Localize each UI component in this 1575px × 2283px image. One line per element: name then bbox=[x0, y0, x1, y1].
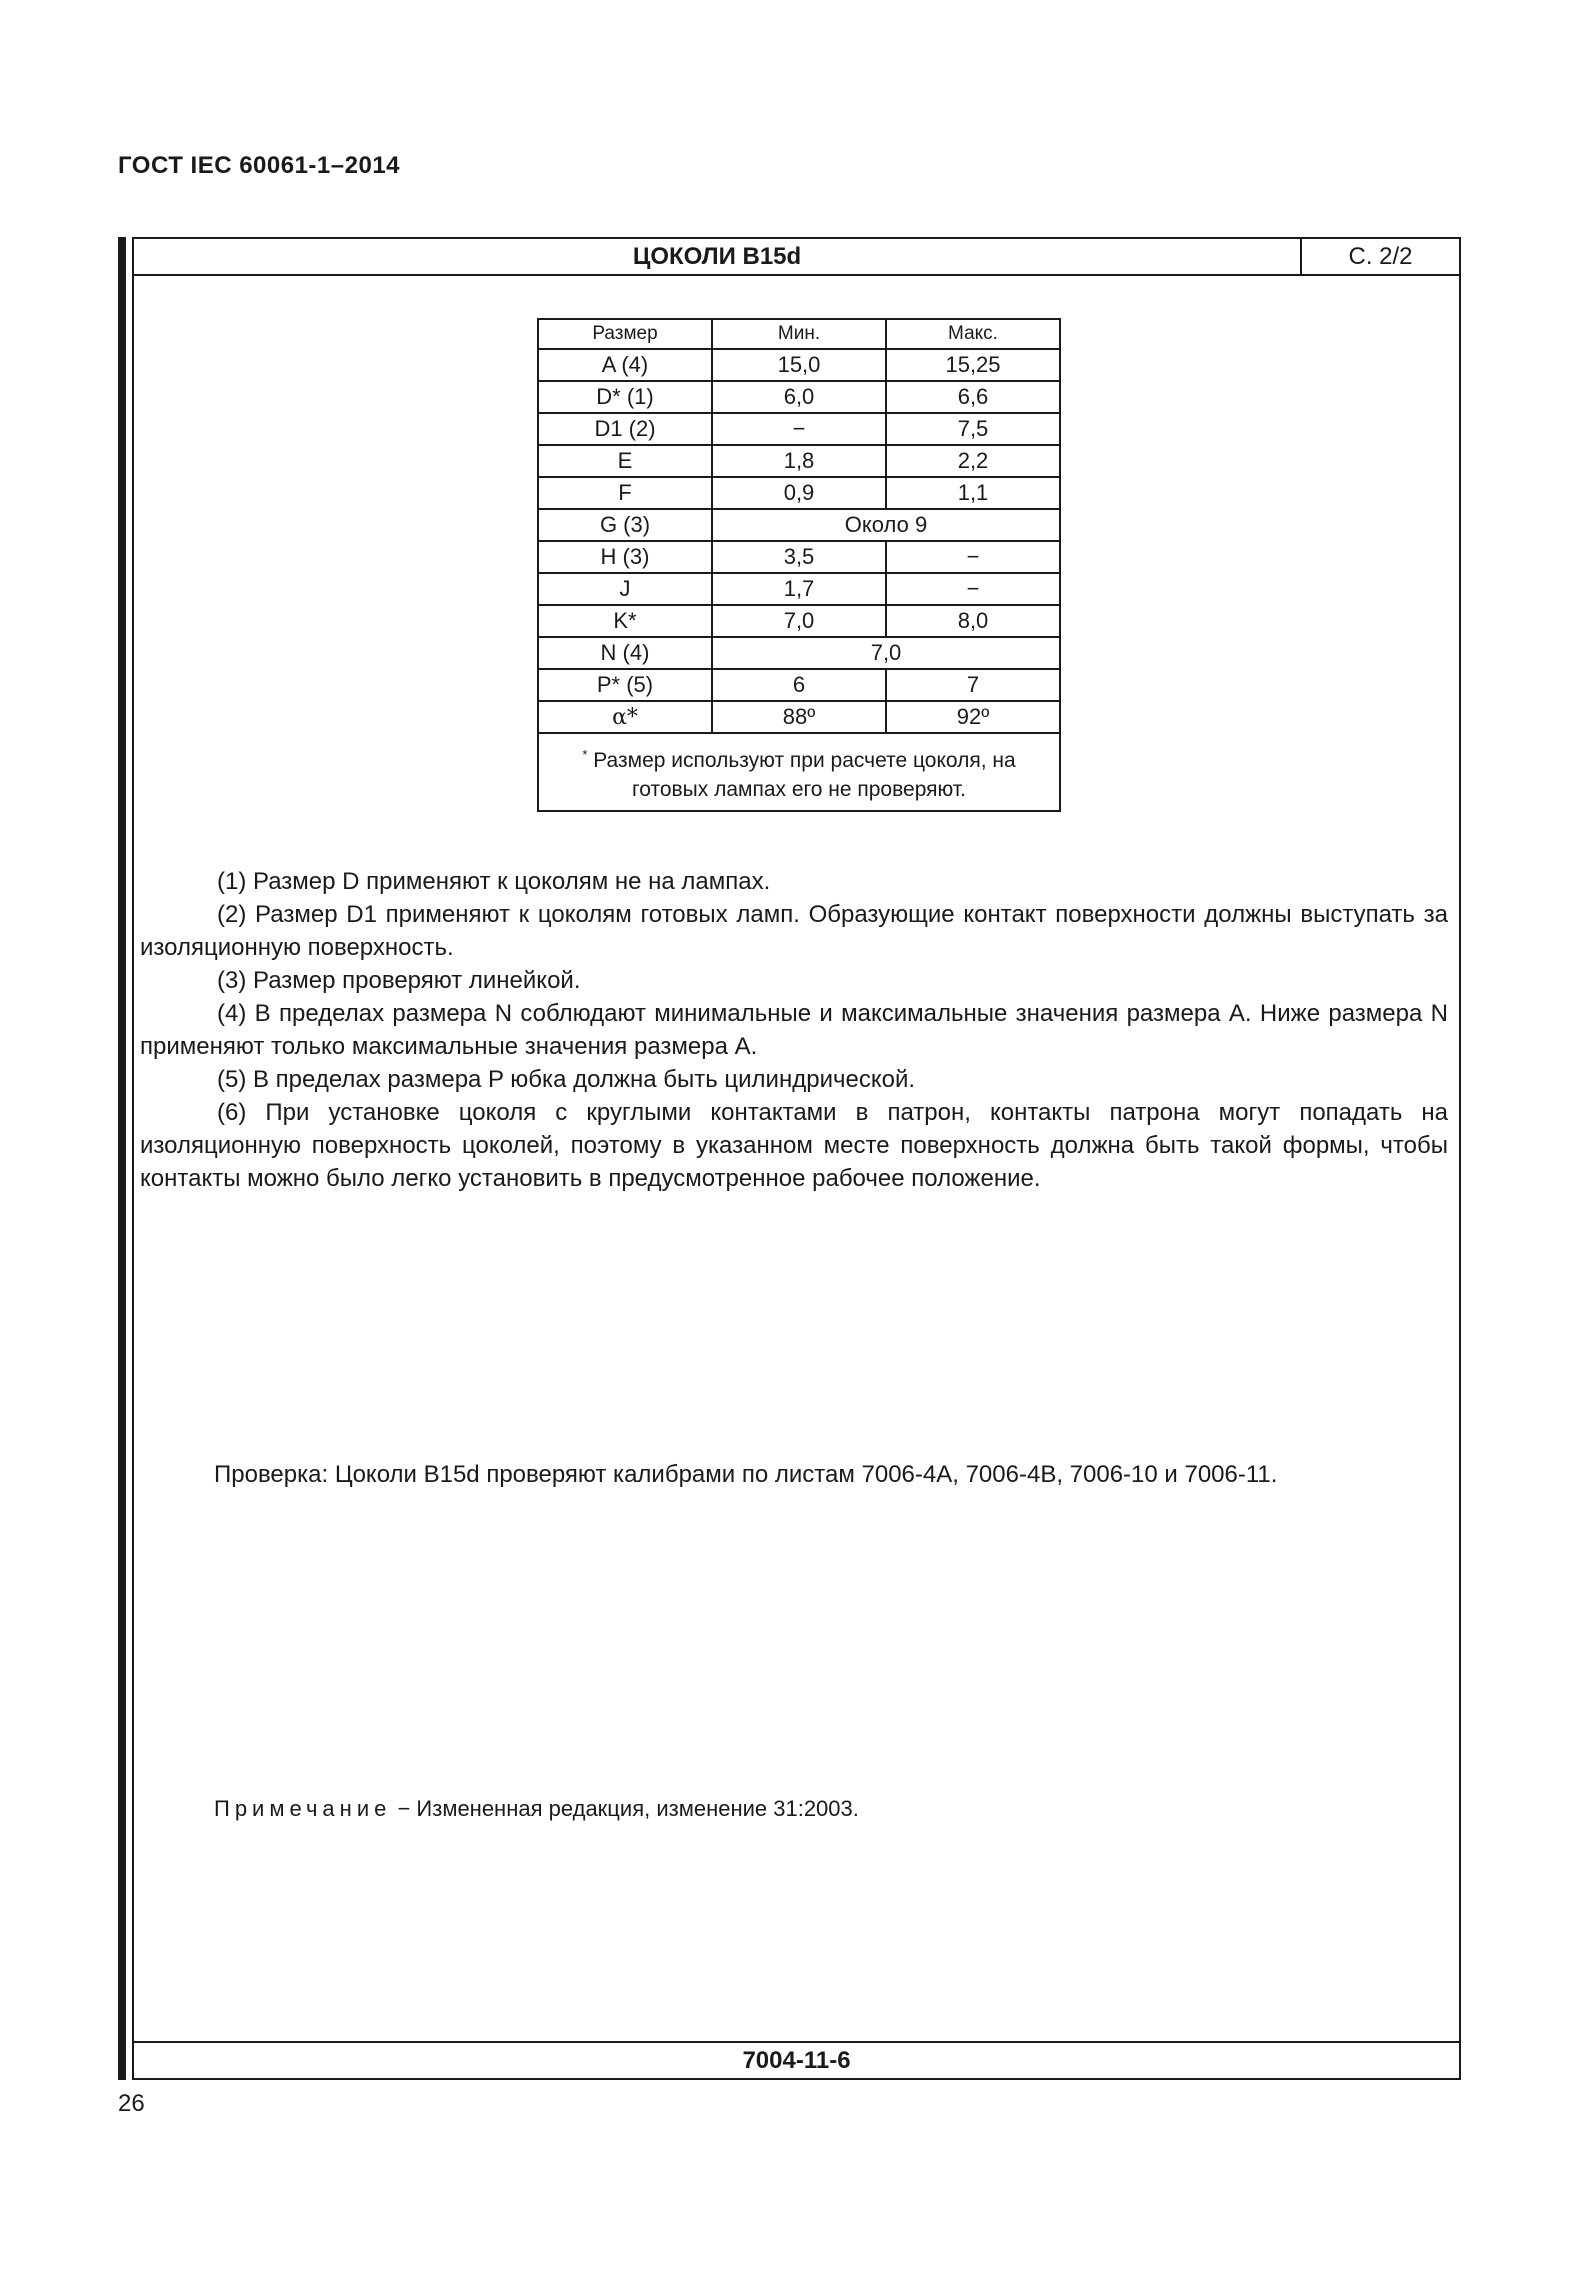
cell-dimension: A (4) bbox=[538, 349, 712, 381]
remark bbox=[214, 1796, 859, 1822]
sheet-title-bar bbox=[134, 239, 1459, 276]
change-bar bbox=[118, 237, 126, 2080]
header-min: Мин. bbox=[712, 319, 886, 349]
cell-dimension: F bbox=[538, 477, 712, 509]
sheet-number: 7004-11-6 bbox=[742, 2047, 851, 2074]
cell-merged-value: Около 9 bbox=[712, 509, 1060, 541]
document-header: ГОСТ IEC 60061-1–2014 bbox=[118, 152, 401, 179]
table-row bbox=[538, 349, 1060, 381]
header-dimension: Размер bbox=[538, 319, 712, 349]
sheet-page-ref: С. 2/2 bbox=[1348, 243, 1413, 270]
standard-sheet-frame bbox=[132, 237, 1461, 2080]
table-row bbox=[538, 381, 1060, 413]
cell-min: 15,0 bbox=[712, 349, 886, 381]
table-row bbox=[538, 509, 1060, 541]
table-row bbox=[538, 637, 1060, 669]
note-item: (4) В пределах размера N соблюдают минимальные и максимальные значения размера A. Ниже размера N применяют только максимальные значения размера A. bbox=[140, 1000, 1448, 1060]
cell-dimension: α* bbox=[538, 701, 712, 733]
cell-dimension: H (3) bbox=[538, 541, 712, 573]
page-number: 26 bbox=[118, 2090, 145, 2117]
cell-max: 2,2 bbox=[886, 445, 1060, 477]
note-item: (5) В пределах размера P юбка должна быть цилиндрической. bbox=[217, 1066, 916, 1093]
check-statement: Проверка: Цоколи B15d проверяют калибрами по листам 7006-4A, 7006-4B, 7006-10 и 7006-11. bbox=[214, 1461, 1278, 1488]
cell-dimension: N (4) bbox=[538, 637, 712, 669]
cell-min: 0,9 bbox=[712, 477, 886, 509]
table-header-row bbox=[538, 319, 1060, 349]
cell-max: 8,0 bbox=[886, 605, 1060, 637]
dimensions-table bbox=[537, 318, 1061, 812]
cell-dimension: J bbox=[538, 573, 712, 605]
cell-min: 1,8 bbox=[712, 445, 886, 477]
footnote-text: Размер используют при расчете цоколя, на готовых лампах его не проверяют. bbox=[593, 749, 1016, 801]
note-item: (2) Размер D1 применяют к цоколям готовых ламп. Образующие контакт поверхности должны выступать за изоляционную поверхность. bbox=[140, 901, 1448, 961]
table-row bbox=[538, 573, 1060, 605]
note-item: (1) Размер D применяют к цоколям не на лампах. bbox=[217, 868, 771, 895]
header-max: Макс. bbox=[886, 319, 1060, 349]
table-row bbox=[538, 413, 1060, 445]
cell-max: 7 bbox=[886, 669, 1060, 701]
footnote-mark: * bbox=[582, 747, 588, 762]
cell-dimension: G (3) bbox=[538, 509, 712, 541]
cell-min: 88º bbox=[712, 701, 886, 733]
cell-dimension: D* (1) bbox=[538, 381, 712, 413]
cell-min: 6 bbox=[712, 669, 886, 701]
sheet-footer bbox=[134, 2041, 1459, 2078]
remark-label: Примечание bbox=[214, 1796, 392, 1821]
cell-max: − bbox=[886, 541, 1060, 573]
cell-max: 1,1 bbox=[886, 477, 1060, 509]
cell-min: 3,5 bbox=[712, 541, 886, 573]
cell-max: − bbox=[886, 573, 1060, 605]
table-footnote bbox=[538, 733, 1060, 811]
cell-max: 7,5 bbox=[886, 413, 1060, 445]
cell-dimension: K* bbox=[538, 605, 712, 637]
table-row bbox=[538, 541, 1060, 573]
note-item: (6) При установке цоколя с круглыми контактами в патрон, контакты патрона могут попадать на изоляционную поверхность цоколей, поэтому в указанном месте поверхность должна быть такой формы, чтобы контакты можно было легко установить в предусмотренное рабочее положение. bbox=[140, 1099, 1448, 1192]
cell-min: 6,0 bbox=[712, 381, 886, 413]
cell-max: 15,25 bbox=[886, 349, 1060, 381]
cell-dimension: E bbox=[538, 445, 712, 477]
cell-max: 6,6 bbox=[886, 381, 1060, 413]
dimension-notes bbox=[140, 865, 1448, 1195]
table-row bbox=[538, 445, 1060, 477]
cell-merged-value: 7,0 bbox=[712, 637, 1060, 669]
remark-text: − Измененная редакция, изменение 31:2003. bbox=[391, 1796, 859, 1821]
cell-dimension: D1 (2) bbox=[538, 413, 712, 445]
cell-min: − bbox=[712, 413, 886, 445]
table-row bbox=[538, 605, 1060, 637]
cell-max: 92º bbox=[886, 701, 1060, 733]
note-item: (3) Размер проверяют линейкой. bbox=[217, 967, 581, 994]
table-footnote-row bbox=[538, 733, 1060, 811]
table-row bbox=[538, 669, 1060, 701]
cell-min: 7,0 bbox=[712, 605, 886, 637]
table-row bbox=[538, 477, 1060, 509]
cell-min: 1,7 bbox=[712, 573, 886, 605]
table-row bbox=[538, 701, 1060, 733]
sheet-title: ЦОКОЛИ B15d bbox=[632, 243, 802, 270]
cell-dimension: P* (5) bbox=[538, 669, 712, 701]
